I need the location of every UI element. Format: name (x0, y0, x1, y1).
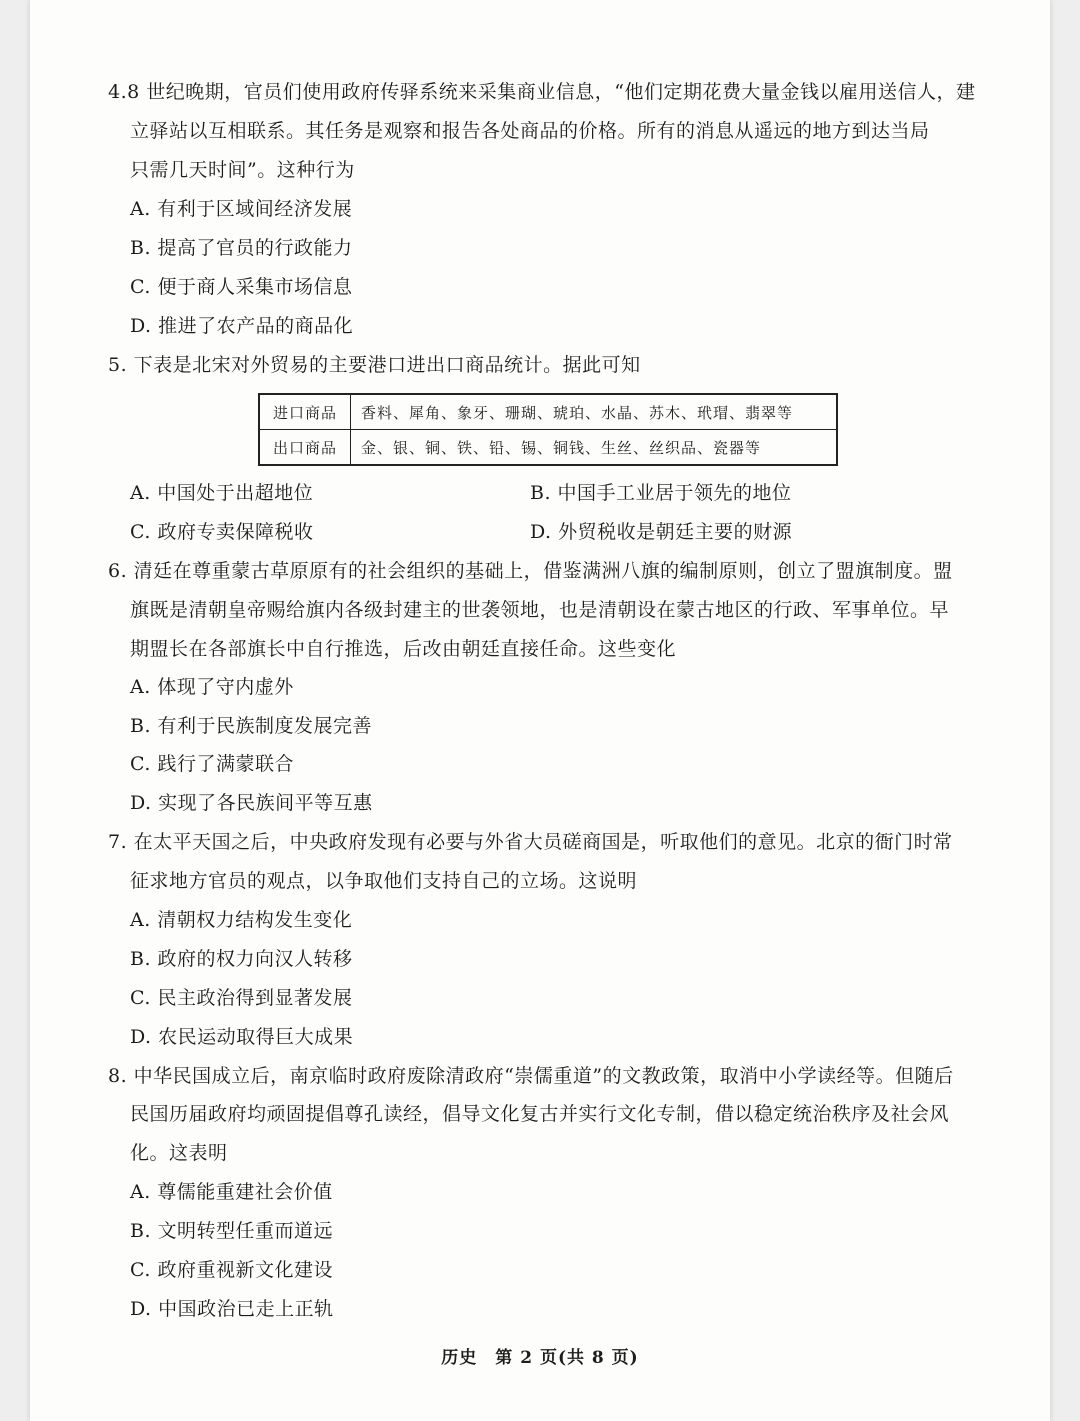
q6-option-d: D. 实现了各民族间平等互惠 (130, 792, 373, 814)
q6-stem-line-1: 6. 清廷在尊重蒙古草原原有的社会组织的基础上，借鉴满洲八旗的编制原则，创立了盟旗制度。盟 (108, 560, 953, 582)
q4-option-b: B. 提高了官员的行政能力 (130, 237, 353, 259)
table-row-value: 香料、犀角、象牙、珊瑚、琥珀、水晶、苏木、玳瑁、翡翠等 (351, 394, 838, 430)
table-row (259, 430, 837, 466)
table-row-label: 出口商品 (259, 430, 351, 466)
q7-option-d: D. 农民运动取得巨大成果 (130, 1026, 354, 1048)
table-row (259, 394, 837, 430)
q8-option-a: A. 尊儒能重建社会价值 (130, 1181, 333, 1203)
q6-stem-line-2: 旗既是清朝皇帝赐给旗内各级封建主的世袭领地，也是清朝设在蒙古地区的行政、军事单位。早 (130, 599, 950, 621)
q8-stem-line-2: 民国历届政府均顽固提倡尊孔读经，倡导文化复古并实行文化专制，借以稳定统治秩序及社会风 (130, 1103, 950, 1125)
q5-option-c: C. 政府专卖保障税收 (130, 521, 314, 543)
q7-stem-line-2: 征求地方官员的观点，以争取他们支持自己的立场。这说明 (130, 870, 638, 892)
q8-stem-line-1: 8. 中华民国成立后，南京临时政府废除清政府“崇儒重道”的文教政策，取消中小学读经等。但随后 (108, 1065, 954, 1087)
q4-option-a: A. 有利于区域间经济发展 (130, 198, 353, 220)
trade-goods-table (258, 393, 838, 466)
q4-stem-line-3: 只需几天时间”。这种行为 (130, 159, 355, 181)
q5-option-a: A. 中国处于出超地位 (130, 482, 314, 504)
q6-stem-line-3: 期盟长在各部旗长中自行推选，后改由朝廷直接任命。这些变化 (130, 638, 677, 660)
q4-option-c: C. 便于商人采集市场信息 (130, 276, 353, 298)
q4-stem-line-1: 4.8 世纪晚期，官员们使用政府传驿系统来采集商业信息，“他们定期花费大量金钱以雇用送信人，建 (108, 81, 976, 103)
q4-option-d: D. 推进了农产品的商品化 (130, 315, 354, 337)
page-footer: 历史 第 2 页(共 8 页) (441, 1348, 639, 1368)
q7-option-a: A. 清朝权力结构发生变化 (130, 909, 353, 931)
table-row-value: 金、银、铜、铁、铅、锡、铜钱、生丝、丝织品、瓷器等 (351, 430, 838, 466)
q5-stem-line-1: 5. 下表是北宋对外贸易的主要港口进出口商品统计。据此可知 (108, 354, 641, 376)
q5-option-d: D. 外贸税收是朝廷主要的财源 (530, 521, 793, 543)
table-row-label: 进口商品 (259, 394, 351, 430)
q5-option-b: B. 中国手工业居于领先的地位 (530, 482, 792, 504)
q6-option-b: B. 有利于民族制度发展完善 (130, 715, 373, 737)
q7-option-b: B. 政府的权力向汉人转移 (130, 948, 353, 970)
q8-option-b: B. 文明转型任重而道远 (130, 1220, 334, 1242)
q8-stem-line-3: 化。这表明 (130, 1142, 228, 1164)
q8-option-c: C. 政府重视新文化建设 (130, 1259, 333, 1281)
q6-option-a: A. 体现了守内虚外 (130, 676, 294, 698)
q7-stem-line-1: 7. 在太平天国之后，中央政府发现有必要与外省大员磋商国是，听取他们的意见。北京的衙门时常 (108, 831, 953, 853)
q6-option-c: C. 践行了满蒙联合 (130, 753, 294, 775)
q4-stem-line-2: 立驿站以互相联系。其任务是观察和报告各处商品的价格。所有的消息从遥远的地方到达当局 (130, 120, 930, 142)
q8-option-d: D. 中国政治已走上正轨 (130, 1298, 334, 1320)
q7-option-c: C. 民主政治得到显著发展 (130, 987, 353, 1009)
